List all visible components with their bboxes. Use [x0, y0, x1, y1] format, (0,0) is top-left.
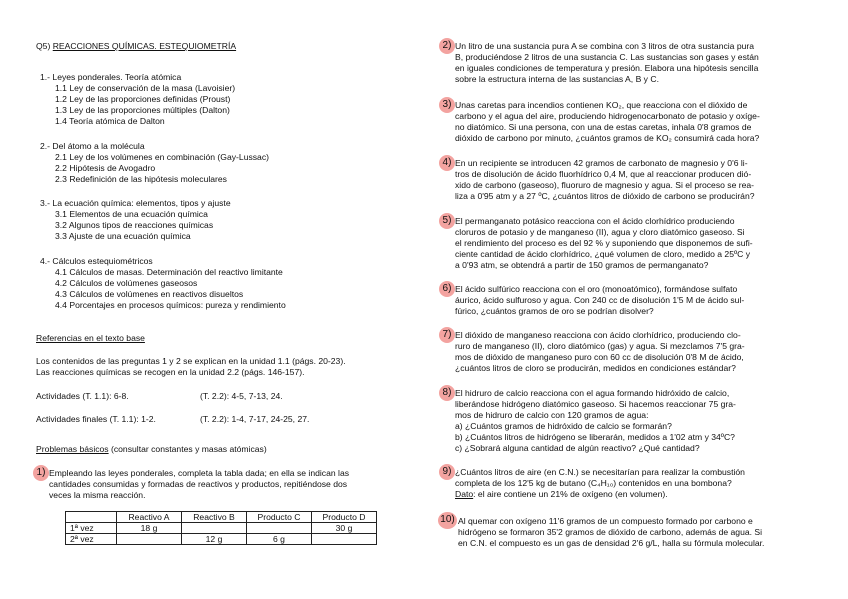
- outline-item: 4.3 Cálculos de volúmenes en reactivos disueltos: [55, 289, 244, 299]
- table-header-cell: Reactivo A: [117, 512, 182, 523]
- references-heading: Referencias en el texto base: [36, 333, 145, 343]
- problem-8-line: a) ¿Cuántos gramos de hidróxido de calcio se formarán?: [455, 421, 672, 431]
- table-cell: [182, 523, 247, 534]
- problem-1-line: veces la misma reacción.: [49, 490, 146, 500]
- problem-1-line: Empleando las leyes ponderales, completa la tabla dada; en ella se indican las: [49, 468, 350, 478]
- outline-heading-2: 2.- Del átomo a la molécula: [40, 141, 145, 151]
- problem-9-line: completa de los 12'5 kg de butano (C₄H₁₀) contenidos en una bombona?: [455, 478, 732, 488]
- table-cell: 18 g: [117, 523, 182, 534]
- problem-4-line: liza a 0'95 atm y a 27 ºC, ¿cuántos litros de dióxido de carbono se producirán?: [455, 191, 755, 201]
- problem-5-line: ciente cantidad de ácido clorhídrico, ¿qué volumen de cloro, medido a 25ºC y: [455, 249, 751, 259]
- table-header-cell: Producto C: [247, 512, 312, 523]
- data-label: Dato: [455, 489, 474, 499]
- outline-item: 4.4 Porcentajes en procesos químicos: pureza y rendimiento: [55, 300, 286, 310]
- problem-4-line: xido de carbono (gaseoso), fluoruro de magnesio y agua. Si el proceso se rea-: [455, 180, 755, 190]
- problem-number-badge: 9): [439, 464, 455, 480]
- problem-number-badge: 6): [439, 281, 455, 297]
- problem-6-line: El ácido sulfúrico reacciona con el oro (monoatómico), formándose sulfato: [455, 284, 738, 294]
- table-cell: 12 g: [182, 534, 247, 545]
- problems-heading-note: (consultar constantes y masas atómicas): [108, 444, 267, 454]
- problem-number-badge: 8): [439, 385, 455, 401]
- outline-heading-3: 3.- La ecuación química: elementos, tipos y ajuste: [40, 198, 231, 208]
- problem-8-line: El hidruro de calcio reacciona con el agua formando hidróxido de calcio,: [455, 388, 730, 398]
- table-cell: 2ª vez: [66, 534, 117, 545]
- problem-4-line: tros de disolución de ácido fluorhídrico 0,4 M, que al reaccionar producen dió-: [455, 169, 752, 179]
- problem-6-line: fúrico, ¿cuántos gramos de oro se podrían disolver?: [455, 306, 654, 316]
- outline-item: 1.1 Ley de conservación de la masa (Lavoisier): [55, 83, 236, 93]
- table-header-cell: [66, 512, 117, 523]
- problem-4-line: En un recipiente se introducen 42 gramos de carbonato de magnesio y 0'6 li-: [455, 158, 748, 168]
- table-cell: 1ª vez: [66, 523, 117, 534]
- references-line: Los contenidos de las preguntas 1 y 2 se explican en la unidad 1.1 (págs. 20-23).: [36, 356, 346, 366]
- problem-9-data-line: [455, 489, 668, 499]
- table-header-cell: Reactivo B: [182, 512, 247, 523]
- problem-5-line: El permanganato potásico reacciona con el ácido clorhídrico produciendo: [455, 216, 735, 226]
- problem-7-line: ruro de manganeso (II), cloro diatómico (gas) y agua. Si mezclamos 7'5 gra-: [455, 341, 745, 351]
- problem-number-badge: 2): [439, 38, 455, 54]
- problem-7-line: ¿cuántos litros de cloro se producirán, medidos en condiciones estándar?: [455, 363, 736, 373]
- problem-5-line: a 0'93 atm, se obtendrá a partir de 150 gramos de permanganato?: [455, 260, 709, 270]
- table-cell: [117, 534, 182, 545]
- problem-number-badge: 3): [439, 97, 455, 113]
- table-row: [66, 534, 377, 545]
- table-row: [66, 523, 377, 534]
- table-cell: [247, 523, 312, 534]
- problem-6-line: áurico, ácido sulfuroso y agua. Con 240 cc de disolución 1'5 M de ácido sul-: [455, 295, 745, 305]
- outline-item: 2.2 Hipótesis de Avogadro: [55, 163, 156, 173]
- table-header-cell: Producto D: [312, 512, 377, 523]
- problem-2-line: sobre la estructura interna de las sustancias A, B y C.: [455, 74, 659, 84]
- outline-item: 1.4 Teoría atómica de Dalton: [55, 116, 165, 126]
- problem-number-badge: 5): [439, 213, 455, 229]
- problem-8-line: liberándose hidrógeno diatómico gaseoso. Si hacemos reaccionar 75 gra-: [455, 399, 736, 409]
- problem-7-line: mos de dióxido de manganeso puro con 60 cc de disolución 0'8 M de ácido,: [455, 352, 744, 362]
- problem-number-badge: 10): [438, 512, 457, 529]
- problem-3-line: Unas caretas para incendios contienen KO₂, que reacciona con el dióxido de: [455, 100, 748, 110]
- table-header-row: [66, 512, 377, 523]
- outline-heading-1: 1.- Leyes ponderales. Teoría atómica: [40, 72, 182, 82]
- table-cell: 30 g: [312, 523, 377, 534]
- reaction-table: [65, 511, 377, 545]
- table-cell: 6 g: [247, 534, 312, 545]
- problem-number-badge: 1): [33, 465, 49, 481]
- outline-item: 3.1 Elementos de una ecuación química: [55, 209, 208, 219]
- problem-2-line: en iguales condiciones de temperatura y presión. Elabora una hipótesis sencilla: [455, 63, 759, 73]
- problem-3-line: no diatómico. Si una persona, con una de estas caretas, inhala 0'8 gramos de: [455, 122, 752, 132]
- problem-10-line: hidrógeno se formaron 35'2 gramos de dióxido de carbono, además de agua. Si: [458, 527, 763, 537]
- outline-item: 2.3 Redefinición de las hipótesis moleculares: [55, 174, 227, 184]
- data-text: : el aire contiene un 21% de oxígeno (en volumen).: [473, 489, 668, 499]
- page-title: REACCIONES QUÍMICAS. ESTEQUIOMETRÍA: [52, 41, 237, 51]
- problem-number-badge: 4): [439, 155, 455, 171]
- problem-3-line: dióxido de carbono por minuto, ¿cuántos gramos de KO₂ consumirá cada hora?: [455, 133, 760, 143]
- problem-8-line: b) ¿Cuántos litros de hidrógeno se liberarán, medidos a 1'02 atm y 34ºC?: [455, 432, 735, 442]
- problem-5-line: el rendimiento del proceso es del 92 % y suponiendo que disponemos de sufi-: [455, 238, 753, 248]
- outline-item: 3.3 Ajuste de una ecuación química: [55, 231, 191, 241]
- problem-8-line: mos de hidruro de calcio con 120 gramos de agua:: [455, 410, 649, 420]
- table-cell: [312, 534, 377, 545]
- problem-8-line: c) ¿Sobrará alguna cantidad de algún reactivo? ¿Qué cantidad?: [455, 443, 700, 453]
- problem-5-line: cloruros de potasio y de manganeso (II), agua y cloro diatómico gaseoso. Si: [455, 227, 745, 237]
- problem-10-line: en C.N. el compuesto es un gas de densidad 2'6 g/L, halla su fórmula molecular.: [458, 538, 765, 548]
- problem-10-line: Al quemar con oxígeno 11'6 gramos de un compuesto formado por carbono e: [458, 516, 753, 526]
- final-activities-value: (T. 2.2): 1-4, 7-17, 24-25, 27.: [200, 414, 310, 424]
- problem-number-badge: 7): [439, 327, 455, 343]
- outline-item: 2.1 Ley de los volúmenes en combinación (Gay-Lussac): [55, 152, 270, 162]
- activities-label: Actividades (T. 1.1): 6-8.: [36, 391, 129, 401]
- activities-value: (T. 2.2): 4-5, 7-13, 24.: [200, 391, 283, 401]
- outline-item: 1.2 Ley de las proporciones definidas (Proust): [55, 94, 231, 104]
- problem-1-line: cantidades consumidas y formadas de reactivos y productos, repitiéndose dos: [49, 479, 348, 489]
- outline-item: 4.1 Cálculos de masas. Determinación del reactivo limitante: [55, 267, 283, 277]
- problem-7-line: El dióxido de manganeso reacciona con ácido clorhídrico, produciendo clo-: [455, 330, 741, 340]
- problem-2-line: Un litro de una sustancia pura A se combina con 3 litros de otra sustancia pura: [455, 41, 755, 51]
- problems-heading-label: Problemas básicos: [36, 444, 109, 454]
- page-header: [36, 41, 236, 51]
- outline-item: 3.2 Algunos tipos de reacciones químicas: [55, 220, 214, 230]
- problem-2-line: B, produciéndose 2 litros de una sustancia C. Las sustancias son gases y están: [455, 52, 759, 62]
- outline-item: 1.3 Ley de las proporciones múltiples (Dalton): [55, 105, 230, 115]
- problem-3-line: carbono y el agua del aire, produciendo hidrogenocarbonato de potasio y oxíge-: [455, 111, 760, 121]
- problem-9-line: ¿Cuántos litros de aire (en C.N.) se necesitarían para realizar la combustión: [455, 467, 745, 477]
- references-line: Las reacciones químicas se recogen en la unidad 2.2 (págs. 146-157).: [36, 367, 305, 377]
- final-activities-label: Actividades finales (T. 1.1): 1-2.: [36, 414, 156, 424]
- outline-item: 4.2 Cálculos de volúmenes gaseosos: [55, 278, 198, 288]
- problems-heading: [36, 444, 267, 454]
- outline-heading-4: 4.- Cálculos estequiométricos: [40, 256, 153, 266]
- header-prefix: Q5): [36, 41, 51, 51]
